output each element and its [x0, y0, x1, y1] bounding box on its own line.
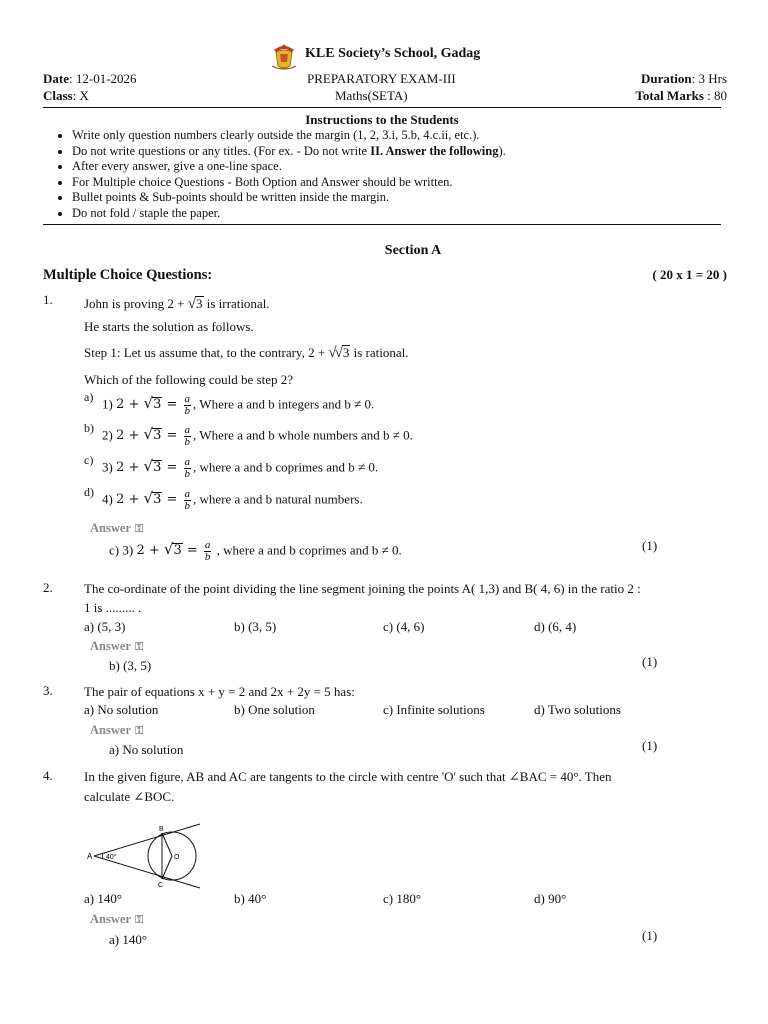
- question-number: 1.: [43, 292, 53, 307]
- answer-label: Answer ⚿: [90, 723, 144, 737]
- question-text: Which of the following could be step 2?: [84, 372, 294, 387]
- option: a) No solution: [84, 702, 159, 717]
- option: 1) 2 + √3 = $\frac{a}{b}$ , Where a and b integers and b ≠ 0.: [102, 393, 375, 417]
- key-icon: ⚿: [134, 523, 144, 535]
- instruction-item: • Do not write questions or any titles. (For ex. - Do not write II. Answer the following).: [72, 144, 506, 160]
- question-text: John is proving 2 + √3 is irrational.: [84, 296, 270, 312]
- marks-indicator: (1): [642, 738, 658, 753]
- key-icon: ⚿: [134, 725, 144, 737]
- exam-duration: Duration: 3 Hrs: [641, 71, 727, 86]
- question-text: He starts the solution as follows.: [84, 319, 254, 334]
- option: c) (4, 6): [383, 619, 425, 634]
- option: c) Infinite solutions: [383, 702, 485, 717]
- section-heading: Multiple Choice Questions:: [43, 267, 213, 283]
- exam-title: PREPARATORY EXAM-III: [307, 71, 456, 86]
- section-title: Section A: [384, 243, 442, 258]
- instruction-item: • Do not fold / staple the paper.: [72, 206, 506, 222]
- option: 2) 2 + √3 = $\frac{a}{b}$ , Where a and b whole numbers and b ≠ 0.: [102, 424, 413, 448]
- instruction-item: • Write only question numbers clearly outside the margin (1, 2, 3.i, 5.b, 4.c.ii, etc.).: [72, 128, 506, 144]
- option-letter: d): [84, 485, 94, 499]
- school-name: KLE Society’s School, Gadag: [305, 46, 481, 61]
- option: 3) 2 + √3 = $\frac{a}{b}$ , where a and b coprimes and b ≠ 0.: [102, 456, 379, 480]
- key-icon: ⚿: [134, 641, 144, 653]
- option: b) One solution: [234, 702, 315, 717]
- option: 4) 2 + √3 = $\frac{a}{b}$ , where a and b natural numbers.: [102, 488, 363, 512]
- question-text: The pair of equations x + y = 2 and 2x + 2y = 5 has:: [84, 684, 355, 699]
- option: b) 40°: [234, 891, 267, 906]
- angle-label: 40°: [106, 854, 117, 861]
- option-letter: b): [84, 421, 94, 435]
- answer-label: Answer ⚿: [90, 912, 144, 926]
- option-letter: a): [84, 390, 94, 404]
- school-logo-icon: [268, 40, 300, 72]
- marks-indicator: (1): [642, 538, 658, 553]
- instruction-item: • Bullet points & Sub-points should be written inside the margin.: [72, 190, 506, 206]
- question-text: 1 is ......... .: [84, 600, 142, 615]
- divider: [43, 107, 721, 108]
- question-text: Step 1: Let us assume that, to the contrary, 2 + √√3 is rational.: [84, 345, 409, 361]
- exam-total-marks: Total Marks : 80: [635, 88, 727, 103]
- divider: [43, 224, 721, 225]
- answer-text: c) 3) 2 + √3 = $\frac{a}{b}$ , where a and b coprimes and b ≠ 0.: [109, 539, 402, 563]
- marks-indicator: (1): [642, 654, 658, 669]
- label-c: C: [158, 882, 164, 889]
- option: d) (6, 4): [534, 619, 577, 634]
- question-number: 4.: [43, 768, 53, 783]
- exam-subject: Maths(SETA): [335, 88, 408, 103]
- exam-date: Date: 12-01-2026: [43, 71, 137, 86]
- option: a) 140°: [84, 891, 123, 906]
- answer-label: Answer ⚿: [90, 639, 144, 653]
- option: a) (5, 3): [84, 619, 126, 634]
- option: d) Two solutions: [534, 702, 621, 717]
- question-text: In the given figure, AB and AC are tangents to the circle with centre 'O' such that ∠BAC = 40°. Then: [84, 769, 612, 784]
- option-letter: c): [84, 453, 94, 467]
- label-o: O: [174, 854, 180, 861]
- exam-class: Class: X: [43, 88, 89, 103]
- instructions-list: [52, 128, 506, 221]
- answer-text: a) No solution: [109, 742, 184, 757]
- question-number: 3.: [43, 683, 53, 698]
- question-text: calculate ∠BOC.: [84, 789, 175, 804]
- section-marks: ( 20 x 1 = 20 ): [652, 267, 727, 282]
- option: d) 90°: [534, 891, 567, 906]
- marks-indicator: (1): [642, 928, 658, 943]
- instruction-item: • After every answer, give a one-line space.: [72, 159, 506, 175]
- question-number: 2.: [43, 580, 53, 595]
- label-a: A: [87, 852, 93, 861]
- option: c) 180°: [383, 891, 422, 906]
- label-b: B: [159, 826, 164, 833]
- key-icon: ⚿: [134, 914, 144, 926]
- instructions-title: Instructions to the Students: [305, 112, 459, 127]
- tangent-circle-figure: [84, 822, 204, 894]
- question-text: The co-ordinate of the point dividing the line segment joining the points A( 1,3) and B( 4, 6) in the ratio 2 :: [84, 581, 641, 596]
- option: b) (3, 5): [234, 619, 277, 634]
- answer-text: a) 140°: [109, 932, 148, 947]
- instruction-item: • For Multiple choice Questions - Both Option and Answer should be written.: [72, 175, 506, 191]
- answer-text: b) (3, 5): [109, 658, 152, 673]
- answer-label: Answer ⚿: [90, 521, 144, 535]
